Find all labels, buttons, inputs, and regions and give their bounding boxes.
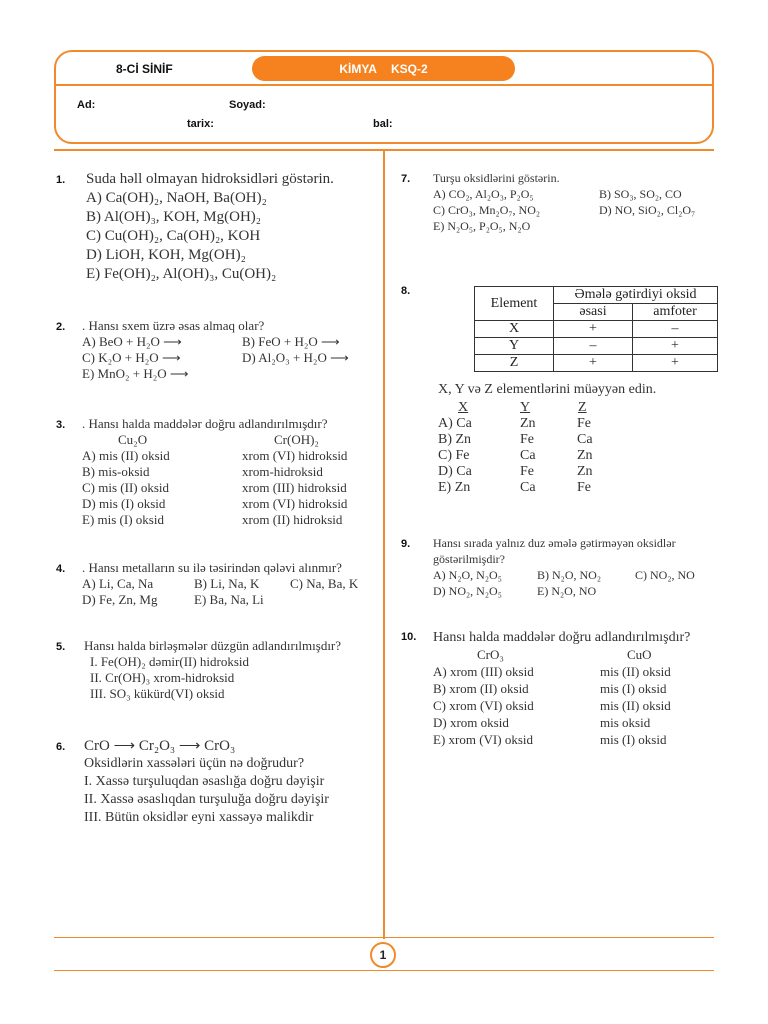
q7-option-e: E) N₂O₅, P₂O₅, N₂O [433,219,531,233]
q2-option-b: B) FeO + H₂O ⟶ [242,334,340,349]
q6-number: 6. [56,741,66,753]
q8-c-x: C) Fe [438,448,470,463]
question-4 [82,560,358,608]
q2-stem: . Hansı sxem üzrə əsas almaq olar? [82,318,265,333]
q7-stem: Turşu oksidlərini göstərin. [433,171,560,185]
q3-option-e [82,512,347,528]
q3-option-c [82,480,347,496]
q9-option-a: A) N₂O, N₂O₅ [433,568,502,582]
q8-cell: + [554,355,633,372]
q8-row-y [475,338,718,355]
q8-d-z: Zn [577,464,593,479]
q10-d-left: D) xrom oksid [433,715,509,730]
q8-cell: + [633,355,718,372]
q8-c-z: Zn [577,448,593,463]
q3-number: 3. [56,419,66,431]
q2-number: 2. [56,321,66,333]
q10-option-c [433,697,690,714]
q10-c-left: C) xrom (VI) oksid [433,698,534,713]
q8-cell: Y [475,338,554,355]
q8-row-x [475,321,718,338]
q10-option-b [433,680,690,697]
q5-item-3: III. SO₃ kükürd(VI) oksid [90,686,225,701]
q4-option-e: E) Ba, Na, Li [194,592,264,607]
q10-c-right: mis (II) oksid [600,698,671,713]
question-7 [433,170,695,234]
q8-cell: X [475,321,554,338]
q3-d-left: D) mis (I) oksid [82,496,166,511]
footer-rule-bottom [54,970,714,971]
q4-option-b: B) Li, Na, K [194,576,260,591]
q9-option-b: B) N₂O, NO₂ [537,568,602,582]
q9-option-e: E) N₂O, NO [537,584,597,598]
q5-item-2: II. Cr(OH)₃ xrom-hidroksid [90,670,235,685]
q8-option-b [438,432,656,448]
q7-option-d: D) NO, SiO₂, Cl₂O₇ [599,203,696,217]
q10-stem: Hansı halda maddələr doğru adlandırılmışdır? [433,630,691,645]
q6-stem: Oksidlərin xassələri üçün nə doğrudur? [84,756,305,771]
q3-b-left: B) mis-oksid [82,464,150,479]
q8-option-e [438,480,656,496]
q3-option-b [82,464,347,480]
q3-option-d [82,496,347,512]
q8-d-y: Fe [520,464,534,479]
q10-option-e [433,731,690,748]
q3-col2-header: Cr(OH)₂ [274,432,319,447]
q4-number: 4. [56,563,66,575]
name-label: Ad: [77,99,96,111]
q9-option-d: D) NO₂, N₂O₅ [433,584,502,598]
q8-a-x: A) Ca [438,416,472,431]
q3-a-right: xrom (VI) hidroksid [242,448,348,463]
q4-stem: . Hansı metalların su ilə təsirindən qələvi alınmır? [82,560,342,575]
question-5 [84,638,341,702]
q8-cell: + [633,338,718,355]
q8-stem: X, Y və Z elementlərini müəyyən edin. [438,382,657,397]
q10-col2-header: CuO [627,647,652,662]
date-label: tarix: [187,118,214,130]
q8-cell: Z [475,355,554,372]
q8-row-z [475,355,718,372]
q3-a-left: A) mis (II) oksid [82,448,170,463]
q7-option-b: B) SO₃, SO₂, CO [599,187,682,201]
question-2 [82,318,349,382]
q9-stem-line1: Hansı sırada yalnız duz əmələ gətirməyən oksidlər [433,536,676,550]
q1-option-d: D) LiOH, KOH, Mg(OH)₂ [86,247,246,263]
q8-b-z: Ca [577,432,593,447]
test-code: KSQ-2 [390,61,428,76]
q9-stem-line2: göstərilmişdir? [433,552,505,566]
q9-option-c: C) NO₂, NO [635,568,695,582]
q1-number: 1. [56,174,66,186]
class-label: 8-Cİ SİNİF [116,62,173,76]
q10-d-right: mis oksid [600,715,651,730]
subject-label: KİMYA [339,61,377,76]
q3-c-left: C) mis (II) oksid [82,480,170,495]
q10-e-right: mis (I) oksid [600,732,667,747]
header-divider [56,84,712,86]
q1-option-c: C) Cu(OH)₂, Ca(OH)₂, KOH [86,228,261,244]
q10-a-left: A) xrom (III) oksid [433,664,534,679]
q6-item-1: I. Xassə turşuluqdan əsaslığa doğru dəyişir [84,774,325,789]
page-number: 1 [370,942,396,968]
q3-e-right: xrom (II) hidroksid [242,512,343,527]
q10-option-d [433,714,690,731]
q3-col1-header: Cu₂O [118,432,148,447]
q10-number: 10. [401,631,417,643]
q1-stem: Suda həll olmayan hidroksidləri göstərin. [86,171,334,187]
question-10 [433,629,690,748]
q3-d-right: xrom (VI) hidroksid [242,496,348,511]
q8-col-z: Z [578,400,587,415]
q8-d-x: D) Ca [438,464,472,479]
score-label: bal: [373,118,393,130]
q10-b-left: B) xrom (II) oksid [433,681,529,696]
q10-option-a [433,663,690,680]
q5-number: 5. [56,641,66,653]
q2-option-c: C) K₂O + H₂O ⟶ [82,350,181,365]
q3-option-a [82,448,347,464]
q3-stem: . Hansı halda maddələr doğru adlandırılmışdır? [82,416,328,431]
q8-table [474,286,718,372]
q3-e-left: E) mis (I) oksid [82,512,164,527]
q8-b-y: Fe [520,432,534,447]
q4-option-d: D) Fe, Zn, Mg [82,592,158,607]
q8-header-basic: əsasi [554,304,633,321]
column-divider [383,151,385,939]
q6-scheme: CrO ⟶ Cr₂O₃ ⟶ CrO₃ [84,738,236,754]
q8-option-c [438,448,656,464]
q8-col-y: Y [520,400,531,415]
q7-option-a: A) CO₂, Al₂O₃, P₂O₅ [433,187,534,201]
q4-option-c: C) Na, Ba, K [290,576,359,591]
q2-option-d: D) Al₂O₃ + H₂O ⟶ [242,350,349,365]
q8-option-a [438,416,656,432]
q8-col-x: X [458,400,469,415]
q6-item-2: II. Xassə əsaslıqdan turşuluğa doğru dəyişir [84,792,329,807]
q7-number: 7. [401,173,411,185]
q7-option-c: C) CrO₃, Mn₂O₇, NO₂ [433,203,541,217]
q8-a-z: Fe [577,416,591,431]
q5-item-1: I. Fe(OH)₂ dəmir(II) hidroksid [90,654,250,669]
q8-option-d [438,464,656,480]
q10-e-left: E) xrom (VI) oksid [433,732,534,747]
q8-cell: + [554,321,633,338]
q5-stem: Hansı halda birləşmələr düzgün adlandırılmışdır? [84,638,342,653]
surname-label: Soyad: [229,99,266,111]
q8-e-x: E) Zn [438,480,471,495]
q1-option-b: B) Al(OH)₃, KOH, Mg(OH)₂ [86,209,262,225]
q8-header-element: Element [475,287,554,321]
q1-option-e: E) Fe(OH)₂, Al(OH)₃, Cu(OH)₂ [86,266,277,282]
question-1 [86,170,334,284]
question-6 [84,737,329,827]
q8-e-z: Fe [577,480,591,495]
q8-b-x: B) Zn [438,432,472,447]
footer-rule-top [54,937,714,938]
q4-option-a: A) Li, Ca, Na [82,576,154,591]
q2-option-a: A) BeO + H₂O ⟶ [82,334,182,349]
question-3 [82,416,347,528]
q2-option-e: E) MnO₂ + H₂O ⟶ [82,366,189,381]
q10-col1-header: CrO₃ [477,647,504,662]
q10-a-right: mis (II) oksid [600,664,671,679]
q8-header-amphoteric: amfoter [633,304,718,321]
q8-number: 8. [401,285,411,297]
question-9 [433,535,695,599]
q1-option-a: A) Ca(OH)₂, NaOH, Ba(OH)₂ [86,190,267,206]
q8-header-group: Əmələ gətirdiyi oksid [554,287,718,304]
q3-b-right: xrom-hidroksid [242,464,323,479]
q9-number: 9. [401,538,411,550]
q8-c-y: Ca [520,448,536,463]
q6-item-3: III. Bütün oksidlər eyni xassəyə malikdir [84,810,314,825]
q3-c-right: xrom (III) hidroksid [242,480,347,495]
q10-b-right: mis (I) oksid [600,681,667,696]
subject-pill [252,56,515,81]
q8-e-y: Ca [520,480,536,495]
q8-cell: – [633,321,718,338]
q8-a-y: Zn [520,416,536,431]
question-8 [438,382,656,496]
q8-cell: – [554,338,633,355]
